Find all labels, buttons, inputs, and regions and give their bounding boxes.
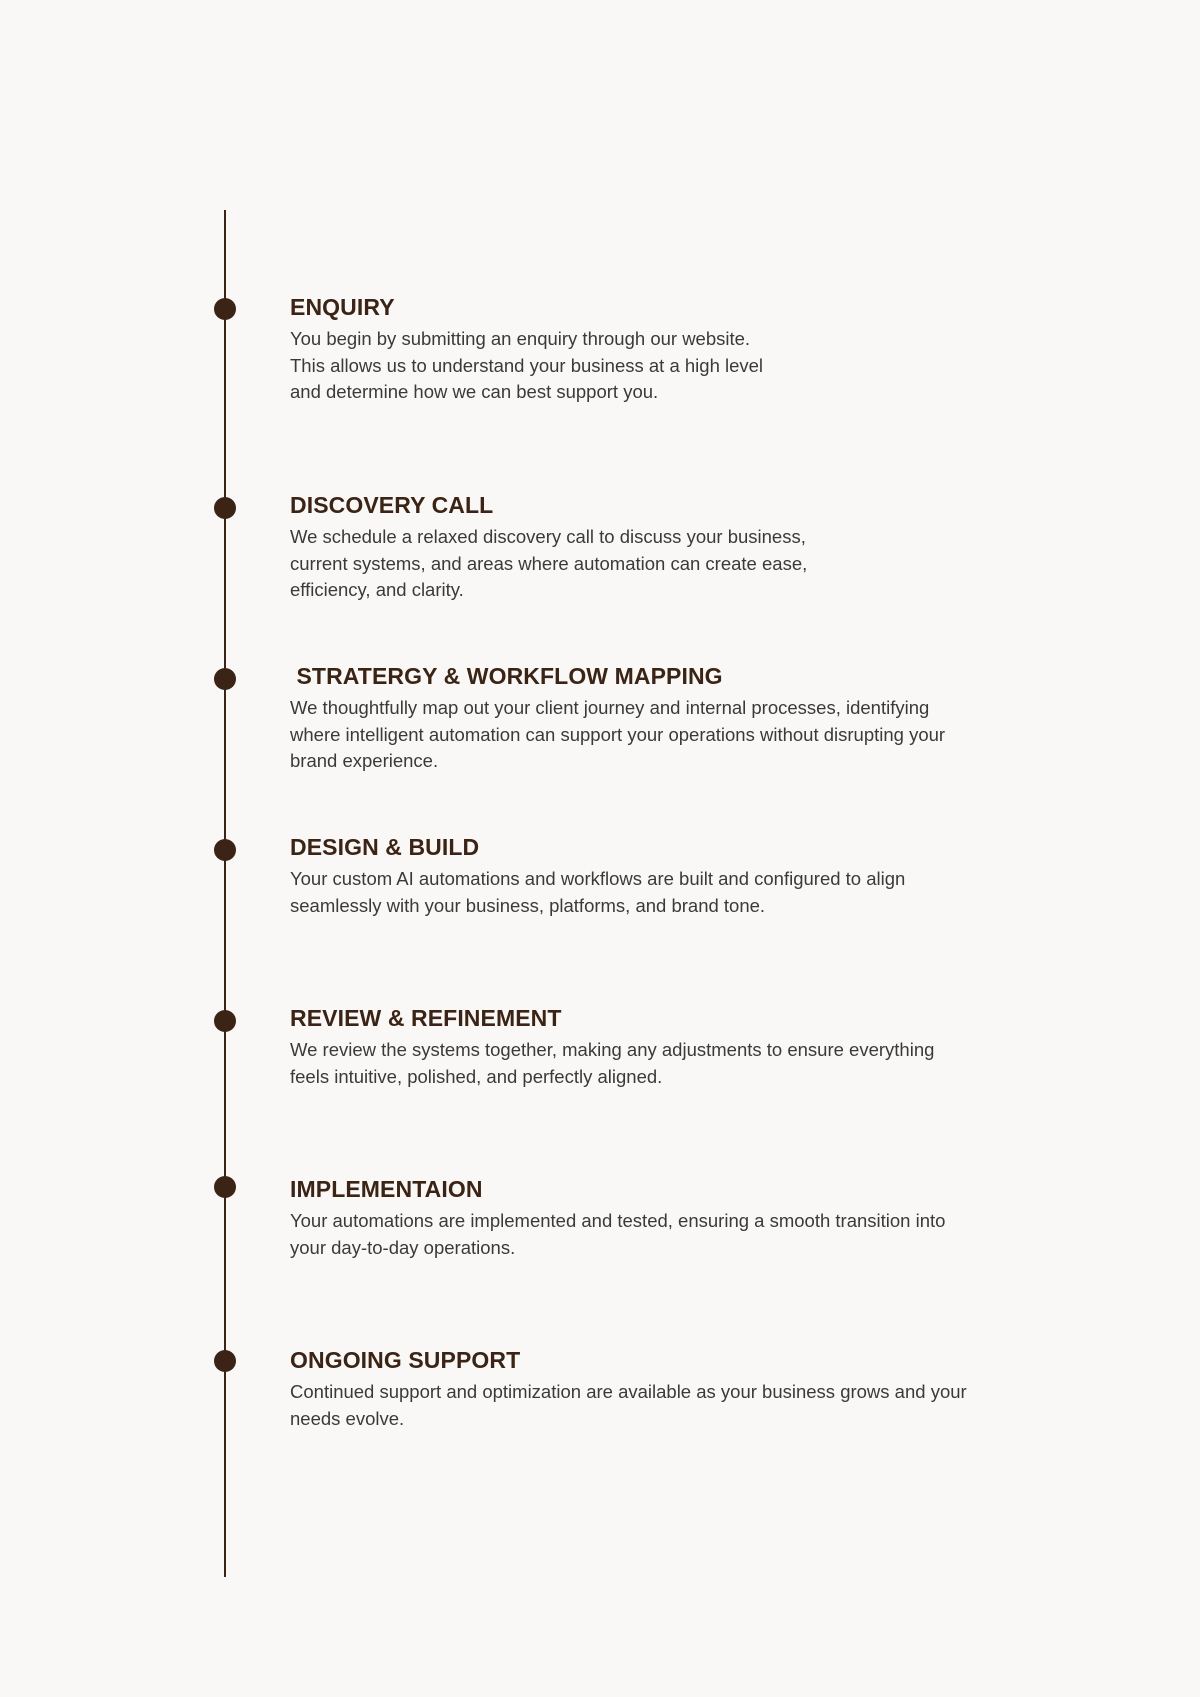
timeline-dot-ongoing-support: [214, 1350, 236, 1372]
step-description-line: where intelligent automation can support your operations without disrupting your: [290, 723, 946, 745]
step-description-line: your day-to-day operations.: [290, 1236, 516, 1258]
step-title-discovery-call: DISCOVERY CALL: [290, 492, 494, 518]
step-description-line: Continued support and optimization are available as your business grows and your: [290, 1381, 967, 1402]
step-description-line: and determine how we can best support you.: [290, 381, 659, 402]
step-discovery-call: [290, 490, 1050, 604]
step-implementation: [290, 1174, 1050, 1261]
step-title-implementation: IMPLEMENTAION: [290, 1176, 483, 1202]
timeline-dot-design-build: [214, 839, 236, 861]
step-description-line: efficiency, and clarity.: [290, 579, 464, 600]
step-description-line: feels intuitive, polished, and perfectly aligned.: [290, 1065, 663, 1087]
step-description-review-refinement: [290, 1037, 1050, 1090]
step-ongoing-support: [290, 1345, 1050, 1432]
step-title-enquiry: ENQUIRY: [290, 294, 395, 320]
step-description-line: Your custom AI automations and workflows are built and configured to align: [290, 868, 906, 889]
step-title-strategy-mapping: STRATERGY & WORKFLOW MAPPING: [290, 663, 723, 689]
step-description-strategy-mapping: [290, 695, 1050, 775]
step-description-design-build: [290, 866, 1050, 919]
step-description-line: Your automations are implemented and tested, ensuring a smooth transition into: [290, 1210, 946, 1231]
step-title-ongoing-support: ONGOING SUPPORT: [290, 1347, 521, 1373]
step-title-review-refinement: REVIEW & REFINEMENT: [290, 1005, 562, 1031]
timeline-dot-review-refinement: [214, 1010, 236, 1032]
timeline-dot-implementation: [214, 1176, 236, 1198]
step-description-line: seamlessly with your business, platforms, and brand tone.: [290, 894, 766, 916]
step-title-design-build: DESIGN & BUILD: [290, 834, 480, 860]
step-description-line: We review the systems together, making any adjustments to ensure everything: [290, 1039, 935, 1060]
timeline-dot-enquiry: [214, 298, 236, 320]
step-description-line: needs evolve.: [290, 1407, 405, 1429]
step-description-discovery-call: [290, 524, 1050, 604]
step-description-line: You begin by submitting an enquiry through our website.: [290, 328, 751, 349]
step-description-enquiry: [290, 326, 1050, 406]
step-design-build: [290, 832, 1050, 919]
step-description-line: brand experience.: [290, 750, 439, 771]
step-description-line: current systems, and areas where automation can create ease,: [290, 552, 808, 574]
step-description-line: We schedule a relaxed discovery call to discuss your business,: [290, 526, 806, 547]
step-description-line: We thoughtfully map out your client journey and internal processes, identifying: [290, 697, 930, 718]
step-enquiry: [290, 292, 1050, 406]
timeline-dot-strategy-mapping: [214, 668, 236, 690]
step-description-ongoing-support: [290, 1379, 1050, 1432]
step-description-implementation: [290, 1208, 1050, 1261]
step-review-refinement: [290, 1003, 1050, 1090]
step-description-line: This allows us to understand your business at a high level: [290, 354, 764, 376]
step-strategy-mapping: [290, 661, 1050, 775]
timeline-dot-discovery-call: [214, 497, 236, 519]
